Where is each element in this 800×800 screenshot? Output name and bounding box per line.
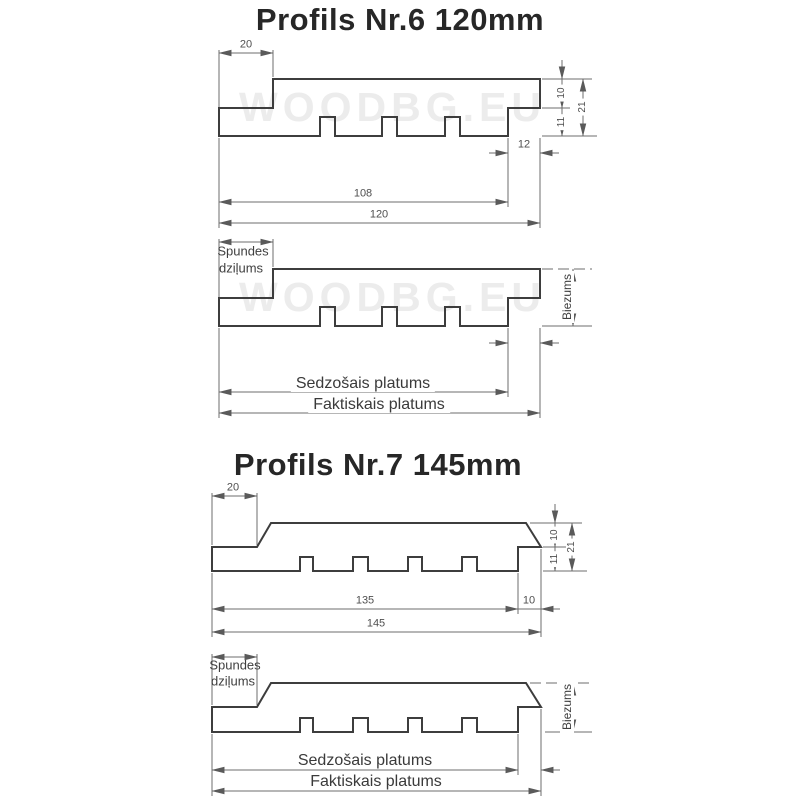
label-tongue-depth-line2: dziļums — [210, 673, 256, 689]
label-tongue-depth-line2: dziļums — [218, 260, 264, 276]
label-cover-width: Sedzošais platums — [293, 753, 437, 769]
dim-top-thickness: 10 — [549, 526, 561, 543]
dim-total-width: 145 — [366, 617, 386, 630]
profile6-outline — [219, 269, 540, 326]
dim-cover-width: 135 — [355, 594, 375, 607]
dim-rebate-width: 20 — [239, 38, 253, 51]
profile6-title: Profils Nr.6 120mm — [255, 2, 545, 37]
dim-top-thickness: 10 — [556, 84, 568, 101]
profile6-dimensioned-drawing — [219, 50, 597, 228]
profile6-dimension-lines — [219, 50, 597, 228]
dim-total-thickness: 21 — [577, 98, 589, 115]
dim-rebate-width: 20 — [226, 481, 240, 494]
dim-lap-width: 12 — [517, 138, 531, 151]
dim-bottom-thickness: 11 — [556, 114, 568, 130]
dim-bottom-thickness: 11 — [549, 551, 561, 567]
profile7-title: Profils Nr.7 145mm — [233, 447, 523, 482]
label-total-width: Faktiskais platums — [305, 774, 447, 790]
label-tongue-depth-line1: Spundes — [217, 243, 269, 259]
profile6-outline — [219, 79, 540, 136]
profile7-outline — [212, 683, 541, 732]
profile7-dimension-lines — [212, 493, 587, 637]
profile7-dimensioned-drawing — [212, 493, 587, 637]
dim-total-width: 120 — [369, 208, 389, 221]
dim-cover-width: 108 — [353, 187, 373, 200]
label-thickness: Biezums — [560, 681, 574, 733]
profile7-outline — [212, 523, 541, 571]
label-cover-width: Sedzošais platums — [291, 376, 435, 392]
label-thickness: Biezums — [560, 271, 574, 323]
label-tongue-depth-line1: Spundes — [209, 657, 261, 673]
dim-total-thickness: 21 — [566, 538, 578, 555]
watermark-text: WOODBG.EU — [239, 84, 546, 130]
label-total-width: Faktiskais platums — [308, 397, 450, 413]
watermark-text: WOODBG.EU — [239, 274, 546, 320]
dim-lap-width: 10 — [522, 594, 536, 607]
